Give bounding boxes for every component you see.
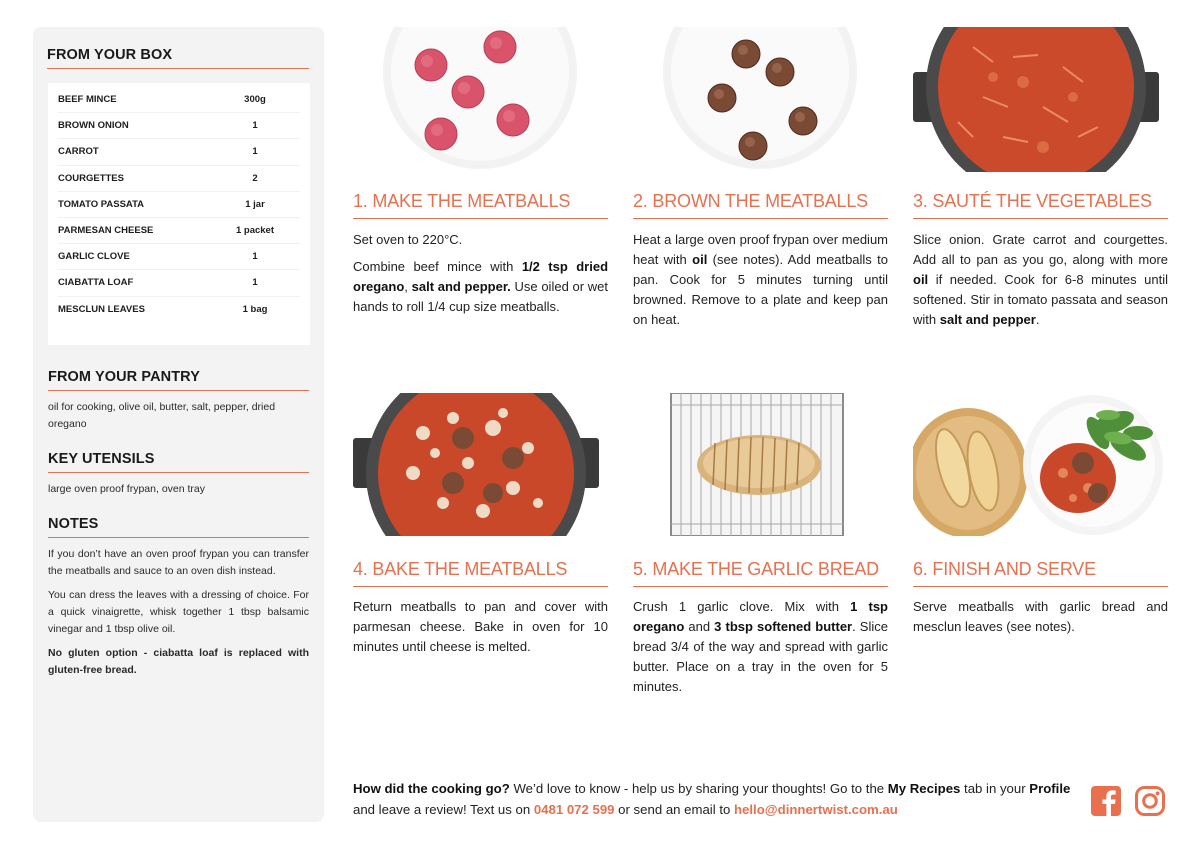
bold-run: salt and pepper: [939, 312, 1036, 327]
step-2-title: 2. BROWN THE MEATBALLS: [633, 191, 888, 219]
note-paragraph: You can dress the leaves with a dressing of choice. For a quick vinaigrette, whisk together 1 tbsp balsamic vinegar and 1 tbsp olive oil.: [48, 589, 309, 635]
table-row: [58, 139, 300, 165]
bold-run: 3 tbsp softened butter: [714, 619, 853, 634]
utensils-text: large oven proof frypan, oven tray: [48, 483, 206, 495]
step-4-title: 4. BAKE THE MEATBALLS: [353, 559, 608, 587]
bold-run: oil: [913, 272, 929, 287]
profile-link[interactable]: Profile: [1029, 781, 1071, 796]
footer-question: How did the cooking go?: [353, 781, 510, 796]
text-run: and: [684, 619, 715, 634]
ingredient-name: COURGETTES: [58, 172, 124, 184]
text-run: . Slice bread 3/4 of the way and spread with garlic butter. Place on a tray in the oven for 5 minutes.: [633, 619, 888, 694]
notes-section: [48, 516, 309, 679]
table-row: [58, 218, 300, 244]
step-6-p1: Serve meatballs with garlic bread and mesclun leaves (see notes).: [913, 599, 1168, 634]
step-6-title: 6. FINISH AND SERVE: [913, 559, 1168, 587]
step-4-body: [353, 597, 608, 664]
note-paragraph: If you don’t have an oven proof frypan you can transfer the meatballs and sauce to an oven dish instead.: [48, 548, 309, 577]
note-paragraph-gluten: No gluten option - ciabatta loaf is replaced with gluten-free bread.: [48, 647, 309, 676]
ingredient-name: CARROT: [58, 146, 99, 158]
pantry-text: oil for cooking, olive oil, butter, salt, pepper, dried oregano: [48, 401, 276, 430]
pantry-section: [48, 369, 309, 433]
table-row: [58, 297, 300, 323]
step-1-p1: Set oven to 220°C.: [353, 232, 463, 247]
step-2-p1: [633, 230, 888, 330]
step-6-body: [913, 597, 1168, 644]
email-link[interactable]: hello@dinnertwist.com.au: [734, 802, 898, 817]
text-run: (see notes). Add meatballs to pan. Cook for 5 minutes turning until browned. Remove to a plate and keep pan on heat.: [633, 252, 889, 327]
step-5-p1: [633, 597, 888, 697]
step-1-p2: [353, 257, 608, 317]
text-run: Crush 1 garlic clove. Mix with: [633, 599, 851, 614]
step-2-body: [633, 230, 888, 337]
step-1-title: 1. MAKE THE MEATBALLS: [353, 191, 608, 219]
text-run: tab in your: [960, 781, 1030, 796]
step-3-title: 3. SAUTÉ THE VEGETABLES: [913, 191, 1168, 219]
table-row: [58, 87, 300, 113]
text-run: Heat a large oven proof frypan over medium heat with: [633, 232, 888, 267]
text-run: Combine beef mince with: [353, 259, 522, 274]
step-3-body: [913, 230, 1168, 337]
ingredient-name: BROWN ONION: [58, 120, 129, 132]
ingredient-qty: 1 bag: [242, 304, 268, 316]
ingredient-qty: 1: [252, 277, 258, 289]
box-heading: FROM YOUR BOX: [47, 47, 309, 69]
ingredient-qty: 1 packet: [235, 225, 275, 237]
ingredient-qty: 1: [252, 251, 258, 263]
text-run: if needed. Cook for 6-8 minutes until softened. Stir in tomato passata and season with: [913, 272, 1168, 327]
ingredient-name: CIABATTA LOAF: [58, 277, 134, 289]
table-row: [58, 270, 300, 296]
ingredient-name: MESCLUN LEAVES: [58, 304, 145, 316]
step-5-photo: [633, 393, 888, 536]
utensils-heading: KEY UTENSILS: [48, 451, 309, 473]
table-row: [58, 244, 300, 270]
step-3-photo: [913, 27, 1168, 172]
text-run: .: [1035, 312, 1040, 327]
table-row: [58, 113, 300, 139]
text-run: and leave a review! Text us on: [353, 802, 534, 817]
text-run: or send an email to: [614, 802, 734, 817]
ingredients-table: [48, 83, 310, 345]
notes-heading: NOTES: [48, 516, 309, 538]
step-1-body: [353, 230, 608, 324]
bold-run: salt and pepper.: [411, 279, 511, 294]
phone-link[interactable]: 0481 072 599: [533, 802, 615, 817]
text-run: Slice onion. Grate carrot and courgettes. Add all to pan as you go, along with more: [913, 232, 1168, 267]
ingredient-qty: 1 jar: [245, 198, 265, 210]
my-recipes-link[interactable]: My Recipes: [887, 781, 961, 796]
step-4-p1: Return meatballs to pan and cover with parmesan cheese. Bake in oven for 10 minutes until cheese is melted.: [353, 599, 608, 654]
instagram-icon[interactable]: [1134, 785, 1166, 822]
bold-run: oil: [692, 252, 708, 267]
text-run: We’d love to know - help us by sharing your thoughts! Go to the: [509, 781, 888, 796]
pantry-heading: FROM YOUR PANTRY: [48, 369, 309, 391]
sidebar: [33, 27, 324, 822]
ingredient-name: GARLIC CLOVE: [58, 251, 130, 263]
step-1-photo: [353, 27, 608, 172]
step-5-title: 5. MAKE THE GARLIC BREAD: [633, 559, 888, 587]
step-3-p1: [913, 230, 1168, 330]
ingredient-qty: 1: [252, 146, 258, 158]
ingredient-qty: 1: [252, 120, 258, 132]
feedback-footer: [353, 778, 1073, 820]
facebook-icon[interactable]: [1090, 785, 1122, 822]
bold-run: 1/2 tsp dried oregano: [353, 259, 609, 294]
table-row: [58, 192, 300, 218]
ingredient-name: TOMATO PASSATA: [58, 198, 145, 210]
ingredient-qty: 300g: [244, 94, 266, 106]
step-4-photo: [353, 393, 608, 536]
ingredient-name: PARMESAN CHEESE: [58, 225, 154, 237]
step-2-photo: [633, 27, 888, 172]
table-row: [58, 166, 300, 192]
bold-run: 1 tsp oregano: [633, 599, 888, 634]
step-5-body: [633, 597, 888, 704]
step-6-photo: [913, 393, 1168, 536]
text-run: ,: [404, 279, 412, 294]
text-run: Use oiled or wet hands to roll 1/4 cup size meatballs.: [353, 279, 608, 314]
utensils-section: [48, 451, 309, 498]
ingredient-name: BEEF MINCE: [58, 94, 117, 106]
ingredient-qty: 2: [252, 172, 258, 184]
